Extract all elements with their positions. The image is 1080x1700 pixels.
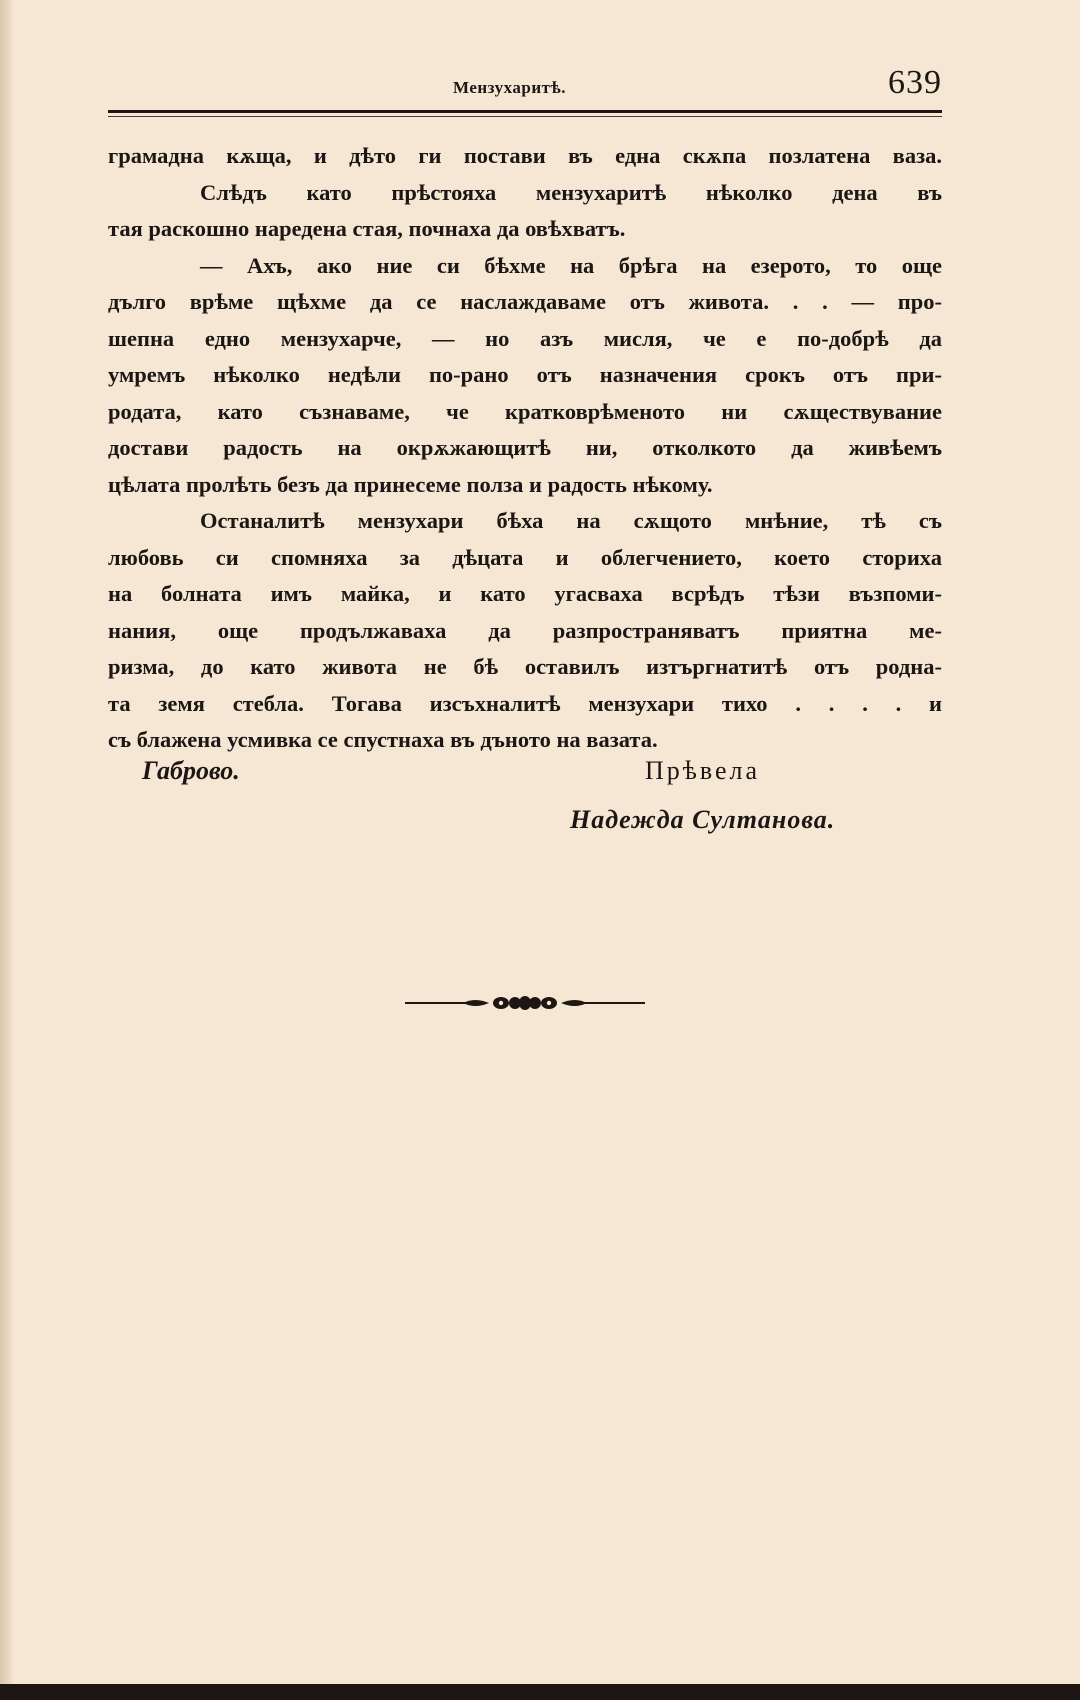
signature-translated-by: Прѣвела bbox=[645, 756, 761, 785]
text-line: достави радость на окрѫжающитѣ ни, отколкото да живѣемъ bbox=[108, 435, 942, 460]
text-line: шепна едно мензухарче, — но азъ мисля, че е по-добрѣ да bbox=[108, 325, 942, 351]
signature-translator-name: Надежда Султанова. bbox=[570, 805, 836, 834]
text-line: Останалитѣ мензухари бѣха на сѫщото мнѣние, тѣ съ bbox=[200, 508, 942, 533]
page-header bbox=[108, 64, 942, 104]
text-line: любовь си спомняха за дѣцата и облегчението, което сториха bbox=[108, 544, 942, 570]
signature-place: Габрово. bbox=[142, 756, 240, 785]
page-bottom-edge bbox=[0, 1684, 1080, 1700]
text-line: родата, като съзнаваме, че кратковрѣменото ни сѫществувание bbox=[108, 398, 942, 424]
end-ornament-icon bbox=[405, 993, 645, 1013]
running-title: Мензухаритѣ. bbox=[453, 78, 566, 97]
text-line: на болната имъ майка, и като угасваха всрѣдъ тѣзи възпоми- bbox=[108, 581, 942, 606]
text-line: дълго врѣме щѣхме да се наслаждаваме отъ живота. . . — про- bbox=[108, 289, 942, 314]
text-line: умремъ нѣколко недѣли по-рано отъ назначения срокъ отъ при- bbox=[108, 362, 942, 387]
text-line: Слѣдъ като прѣстояха мензухаритѣ нѣколко дена въ bbox=[200, 179, 942, 205]
page-binding-edge bbox=[0, 0, 14, 1700]
text-line: цѣлата пролѣть безъ да принесеме полза и радость нѣкому. bbox=[108, 471, 713, 497]
body-text bbox=[108, 138, 942, 759]
text-line: ризма, до като живота не бѣ оставилъ изтъргнатитѣ отъ родна- bbox=[108, 654, 942, 679]
text-line: тая раскошно наредена стая, почнаха да овѣхватъ. bbox=[108, 216, 626, 241]
header-rule-thick bbox=[108, 110, 942, 113]
header-rule-thin bbox=[108, 116, 942, 117]
text-line: — Ахъ, ако ние си бѣхме на брѣга на езерото, то още bbox=[200, 252, 942, 278]
text-line: нания, още продължаваха да разпространяватъ приятна ме- bbox=[108, 617, 942, 643]
text-line: та земя стебла. Тогава изсъхналитѣ мензухари тихо . . . . и bbox=[108, 690, 942, 716]
page-number: 639 bbox=[888, 64, 942, 101]
text-line: съ блажена усмивка се спустнаха въ дъното на вазата. bbox=[108, 727, 658, 752]
text-line: грамадна кѫща, и дѣто ги постави въ една скѫпа позлатена ваза. bbox=[108, 143, 942, 168]
